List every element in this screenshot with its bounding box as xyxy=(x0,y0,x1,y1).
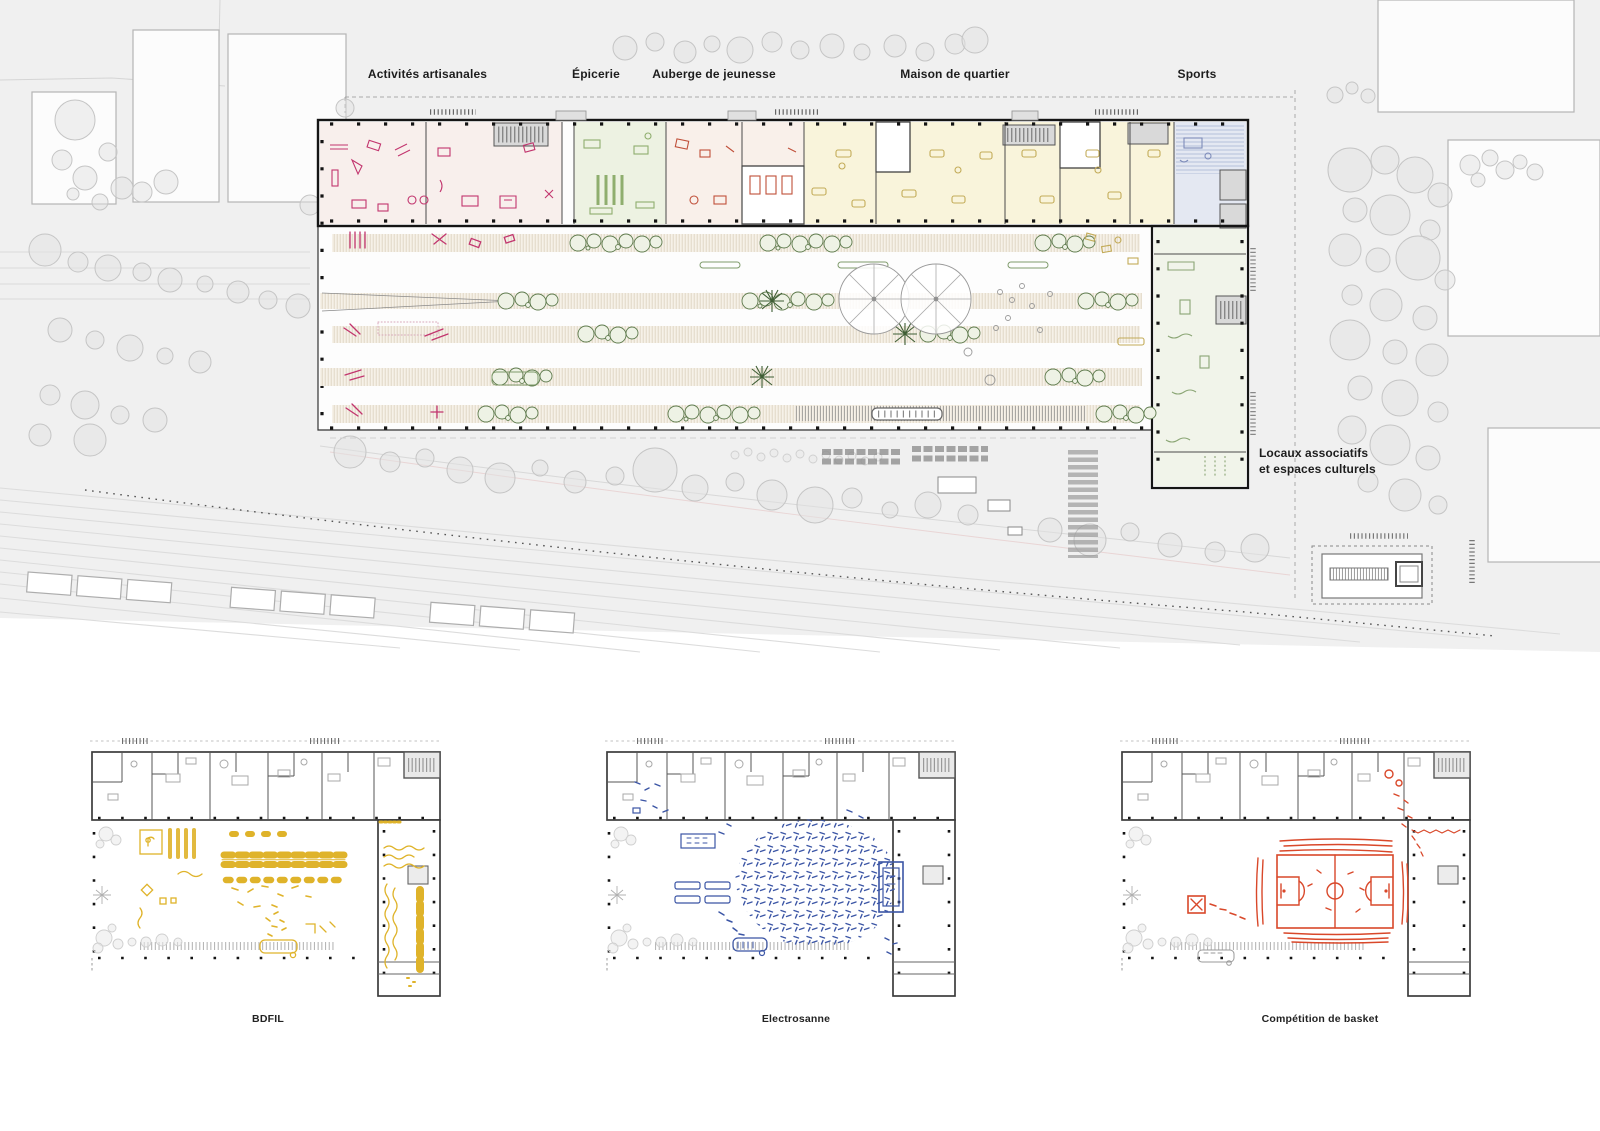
label-maison-de-quartier: Maison de quartier xyxy=(900,67,1010,81)
label-sports: Sports xyxy=(1177,67,1217,81)
variant-electrosanne xyxy=(597,712,965,1004)
annotation-line2: et espaces culturels xyxy=(1259,461,1376,476)
zone-maison-de-quartier xyxy=(804,122,1174,224)
basket-plan-image xyxy=(1112,712,1480,1004)
label-auberge-de-jeunesse: Auberge de jeunesse xyxy=(652,67,776,81)
caption-electrosanne: Electrosanne xyxy=(761,1013,831,1025)
label-epicerie: Épicerie xyxy=(572,67,620,81)
electrosanne-plan-image xyxy=(597,712,965,1004)
grey-truck xyxy=(1198,950,1234,965)
caption-bdfil: BDFIL xyxy=(252,1013,284,1025)
label-locaux-associatifs xyxy=(1259,446,1399,477)
variant-bdfil xyxy=(82,712,450,1004)
caption-competition-de-basket: Compétition de basket xyxy=(1261,1013,1379,1025)
annotation-line1: Locaux associatifs xyxy=(1259,446,1369,460)
sports-pool xyxy=(1176,124,1244,174)
label-activites-artisanales: Activités artisanales xyxy=(367,67,488,81)
courtyard-track xyxy=(795,406,1085,421)
bdfil-plan-image xyxy=(82,712,450,1004)
zone-epicerie xyxy=(574,122,666,224)
variant-basket xyxy=(1112,712,1480,1004)
